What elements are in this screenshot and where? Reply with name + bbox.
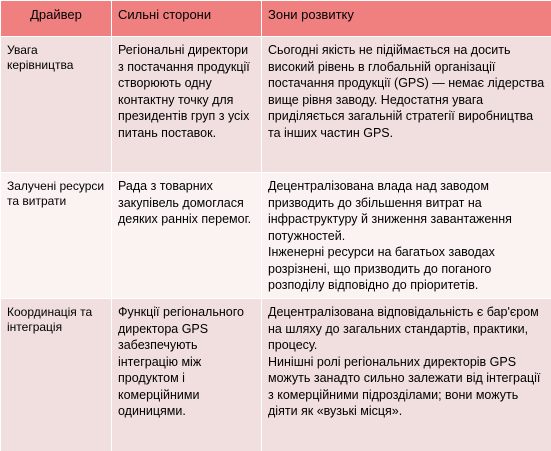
development-cell — [262, 37, 551, 173]
header-development: Зони розвитку — [262, 1, 551, 37]
driver-cell: Увага керівництва — [1, 37, 112, 173]
development-paragraph: Інженерні ресурси на багатьох заводах розрізнені, що призводить до поганого розподілу відповідно до пріоритетів. — [268, 245, 495, 292]
table-row — [1, 37, 551, 173]
strengths-cell: Функції регіонального директора GPS забезпечують інтеграцію між продуктом і комерційними одиницями. — [112, 299, 262, 451]
development-cell — [262, 173, 551, 299]
driver-cell: Залучені ресурси та витрати — [1, 173, 112, 299]
header-driver: Драйвер — [1, 1, 112, 37]
table-row — [1, 299, 551, 451]
driver-cell: Координація та інтеграція — [1, 299, 112, 451]
table-row — [1, 173, 551, 299]
development-paragraph: Децентралізована влада над заводом призводить до збільшення витрат на інфраструктуру й зниження завантаження потужностей. — [268, 179, 512, 243]
header-row — [1, 1, 551, 37]
development-paragraph: Сьогодні якість не підіймається на досить високий рівень в глобальній організації постачання продукції (GPS) — немає лідерства вище рівня заводу. Недостатня увага приділяється загальній стратегії виробництва та інших частин GPS. — [268, 43, 545, 140]
strengths-cell: Регіональні директори з постачання продукції створюють одну контактну точку для президентів груп з усіх питань поставок. — [112, 37, 262, 173]
strengths-cell: Рада з товарних закупівель домоглася деяких ранніх перемог. — [112, 173, 262, 299]
header-strengths: Сильні сторони — [112, 1, 262, 37]
development-paragraph: Нинішні ролі регіональних директорів GPS можуть занадто сильно залежати від інтеграції з комерційними підрозділами; вони можуть діяти як «вузькі місця». — [268, 354, 541, 418]
development-cell — [262, 299, 551, 451]
development-paragraph: Децентралізована відповідальність є бар'єром на шляху до загальних стандартів, практики, процесу. — [268, 305, 539, 352]
